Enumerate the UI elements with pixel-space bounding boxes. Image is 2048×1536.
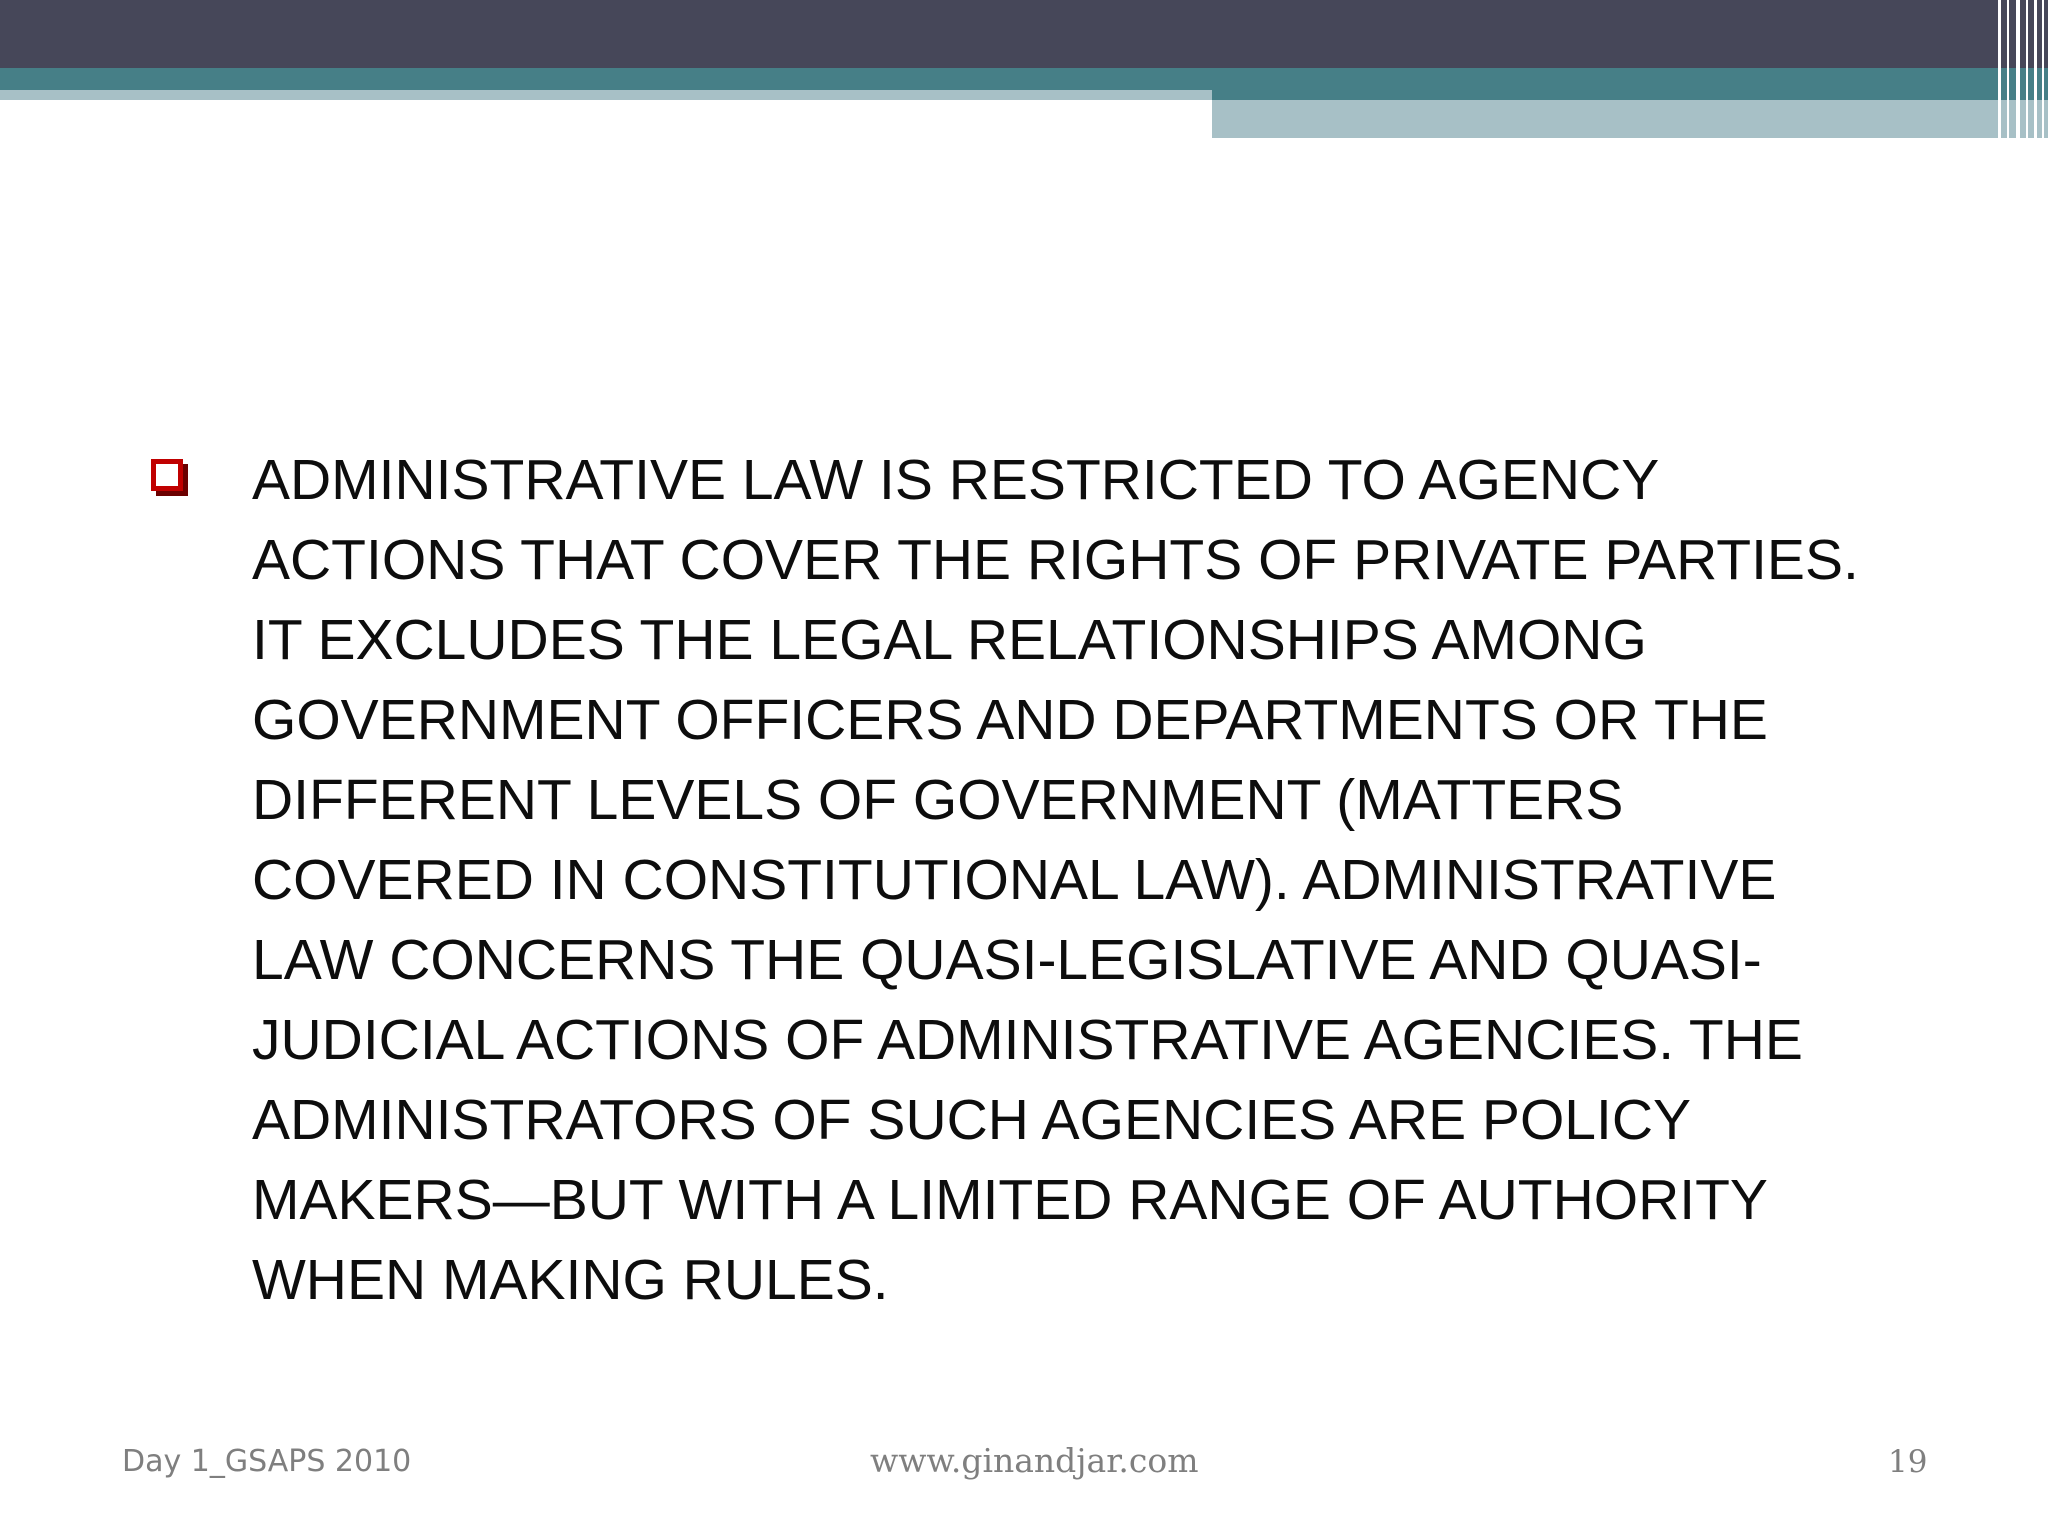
checkbox-square-icon [150, 458, 188, 496]
page-number: 19 [1888, 1444, 1928, 1480]
header-band-dark [0, 0, 2048, 68]
header-band-pale-left [0, 90, 1212, 100]
footer-left-text: Day 1_GSAPS 2010 [122, 1444, 412, 1479]
footer-website-text: www.ginandjar.com [870, 1441, 1199, 1480]
slide-content [150, 440, 1910, 1320]
bullet-text: ADMINISTRATIVE LAW IS RESTRICTED TO AGENCY ACTIONS THAT COVER THE RIGHTS OF PRIVATE PARTIES. IT EXCLUDES THE LEGAL RELATIONSHIPS AMONG GOVERNMENT OFFICERS AND DEPARTMENTS OR THE DIFFERENT LEVELS OF GOVERNMENT (MATTERS COVERED IN CONSTITUTIONAL LAW). ADMINISTRATIVE LAW CONCERNS THE QUASI-LEGISLATIVE AND QUASI-JUDICIAL ACTIONS OF ADMINISTRATIVE AGENCIES. THE ADMINISTRATORS OF SUCH AGENCIES ARE POLICY MAKERS—BUT WITH A LIMITED RANGE OF AUTHORITY WHEN MAKING RULES. [252, 448, 1859, 1312]
header-stripes [1992, 0, 2048, 138]
bullet-item [150, 440, 1910, 1320]
header-band-pale-right [1212, 100, 2048, 138]
